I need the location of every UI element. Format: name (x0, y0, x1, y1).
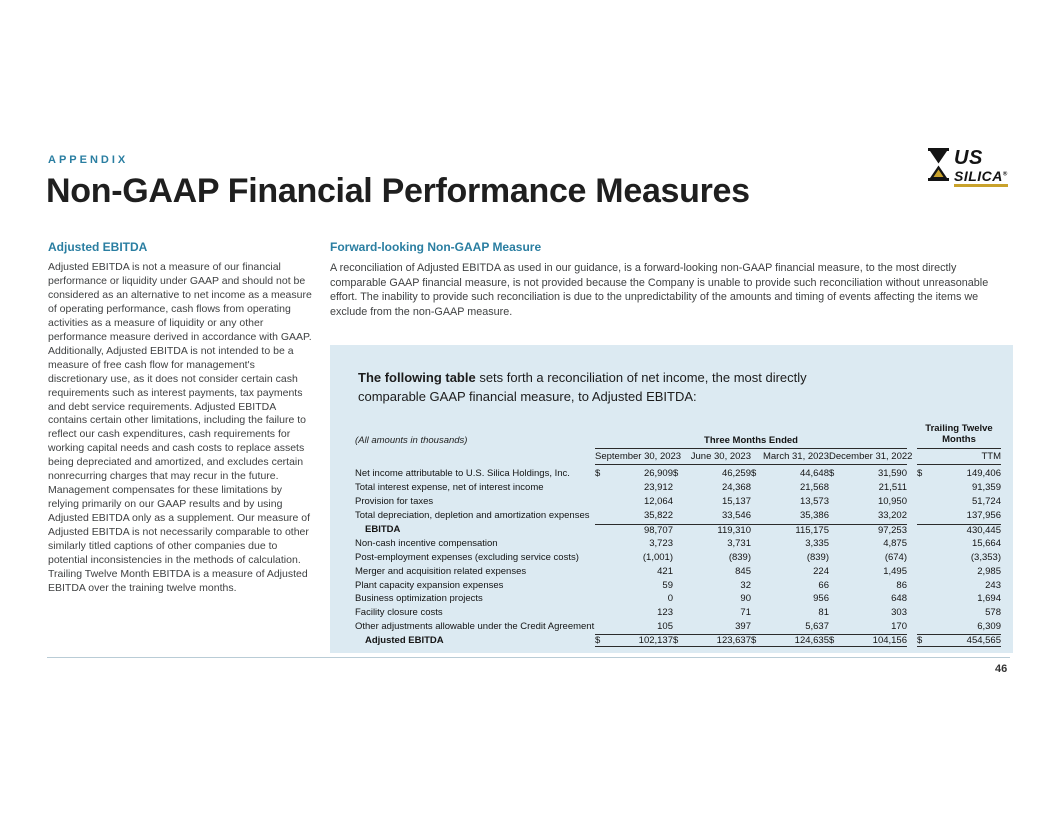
dollar-sign: $ (673, 468, 679, 480)
value-text: (3,353) (970, 551, 1001, 563)
row-value (829, 538, 907, 549)
row-value (917, 552, 1001, 563)
row-value (829, 593, 907, 604)
row-value (595, 524, 673, 536)
row-value (673, 538, 751, 549)
table-intro-rest: sets forth a reconciliation of net income, the most directly comparable GAAP financial measure, to Adjusted EBITDA: (358, 370, 807, 404)
dollar-sign: $ (917, 635, 923, 647)
row-value (595, 468, 673, 479)
page-title: Non-GAAP Financial Performance Measures (46, 172, 750, 210)
value-text: 3,723 (649, 537, 673, 549)
row-value (917, 566, 1001, 577)
row-label: Adjusted EBITDA (365, 635, 444, 647)
column-header: September 30, 2023 (595, 451, 673, 465)
value-text: 33,202 (877, 510, 907, 522)
table-row (355, 620, 1005, 634)
value-text: 105 (657, 621, 673, 633)
value-text: 71 (740, 607, 751, 619)
value-text: 91,359 (971, 482, 1001, 494)
table-row (355, 495, 1005, 509)
value-text: 421 (657, 565, 673, 577)
row-value (917, 621, 1001, 632)
row-value (673, 580, 751, 591)
value-text: 397 (735, 621, 751, 633)
row-value (595, 607, 673, 618)
table-intro (358, 369, 878, 407)
row-value (673, 510, 751, 521)
row-value (829, 580, 907, 591)
value-text: 44,648 (799, 468, 829, 480)
table-intro-bold: The following table (358, 370, 476, 385)
value-text: 12,064 (643, 496, 673, 508)
value-text: 97,253 (877, 524, 907, 536)
dollar-sign: $ (673, 635, 679, 647)
value-text: 31,590 (877, 468, 907, 480)
value-text: 6,309 (977, 621, 1001, 633)
value-text: 149,406 (966, 468, 1001, 480)
row-value (917, 634, 1001, 647)
row-value (595, 552, 673, 563)
value-text: 66 (818, 579, 829, 591)
value-text: 23,912 (643, 482, 673, 494)
table-row (355, 481, 1005, 495)
value-text: 81 (818, 607, 829, 619)
table-row (355, 536, 1005, 550)
value-text: (839) (806, 551, 829, 563)
row-value (751, 468, 829, 479)
table-row (355, 550, 1005, 564)
value-text: 1,694 (977, 593, 1001, 605)
row-value (829, 468, 907, 479)
adjusted-ebitda-heading: Adjusted EBITDA (48, 240, 148, 254)
row-value (751, 607, 829, 618)
row-value (595, 496, 673, 507)
value-text: 104,156 (872, 635, 907, 647)
registered-mark: ® (1002, 171, 1008, 178)
value-text: 3,731 (727, 537, 751, 549)
row-value (829, 566, 907, 577)
column-header: March 31, 2023 (751, 451, 829, 465)
value-text: 10,950 (877, 496, 907, 508)
row-value (829, 552, 907, 563)
logo-text (954, 148, 1008, 187)
value-text: 137,956 (966, 510, 1001, 522)
row-value (751, 510, 829, 521)
value-text: 430,445 (966, 524, 1001, 536)
value-text: (674) (884, 551, 907, 563)
row-value (751, 621, 829, 632)
row-value (829, 524, 907, 536)
value-text: 303 (891, 607, 907, 619)
row-value (595, 634, 673, 647)
forward-looking-heading: Forward-looking Non-GAAP Measure (330, 240, 542, 254)
value-text: 46,259 (721, 468, 751, 480)
row-value (751, 593, 829, 604)
row-value (917, 496, 1001, 507)
dollar-sign: $ (829, 635, 835, 647)
value-text: 13,573 (799, 496, 829, 508)
value-text: 454,565 (966, 635, 1001, 647)
dollar-sign: $ (829, 468, 835, 480)
us-silica-logo (928, 148, 1008, 187)
row-value (917, 468, 1001, 479)
value-text: 51,724 (971, 496, 1001, 508)
column-header-row (355, 449, 1005, 465)
row-label: Business optimization projects (355, 593, 483, 605)
dollar-sign: $ (595, 468, 601, 480)
table-row (355, 467, 1005, 481)
dollar-sign: $ (751, 635, 757, 647)
value-text: 35,386 (799, 510, 829, 522)
value-text: 21,511 (878, 482, 907, 494)
value-text: 124,635 (794, 635, 829, 647)
value-text: 59 (662, 579, 673, 591)
table-row (355, 564, 1005, 578)
value-text: 26,909 (643, 468, 673, 480)
appendix-label: APPENDIX (48, 154, 129, 166)
dollar-sign: $ (917, 468, 923, 480)
row-value (751, 566, 829, 577)
value-text: 33,546 (721, 510, 751, 522)
row-value (829, 496, 907, 507)
logo-us-text: US (954, 147, 983, 169)
row-label: Provision for taxes (355, 496, 434, 508)
column-header: December 31, 2022 (829, 451, 907, 465)
value-text: 115,175 (795, 524, 829, 536)
value-text: 32 (740, 579, 751, 591)
row-value (751, 524, 829, 536)
row-value (595, 566, 673, 577)
group-header-three-months: Three Months Ended (595, 435, 907, 449)
row-value (917, 593, 1001, 604)
row-value (673, 496, 751, 507)
value-text: 0 (667, 593, 673, 605)
value-text: 224 (813, 565, 829, 577)
row-value (673, 566, 751, 577)
row-label: Other adjustments allowable under the Credit Agreement (355, 621, 595, 633)
row-label: Total interest expense, net of interest income (355, 482, 544, 494)
value-text: 90 (740, 593, 751, 605)
value-text: 15,664 (971, 537, 1001, 549)
row-value (751, 580, 829, 591)
row-value (829, 607, 907, 618)
value-text: 15,137 (721, 496, 751, 508)
row-value (829, 621, 907, 632)
row-value (751, 538, 829, 549)
page-number: 46 (995, 663, 1008, 675)
table-body (355, 467, 1005, 648)
column-header: June 30, 2023 (673, 451, 751, 465)
row-value (751, 496, 829, 507)
table-row (355, 509, 1005, 523)
value-text: 170 (891, 621, 907, 633)
row-value (595, 580, 673, 591)
table-row (355, 606, 1005, 620)
row-label: Non-cash incentive compensation (355, 537, 498, 549)
value-text: (839) (728, 551, 751, 563)
row-value (917, 607, 1001, 618)
row-value (829, 510, 907, 521)
value-text: (1,001) (642, 551, 673, 563)
row-value (917, 538, 1001, 549)
row-label: Merger and acquisition related expenses (355, 565, 527, 577)
row-value (595, 482, 673, 493)
row-value (917, 524, 1001, 536)
column-header-ttm: TTM (917, 451, 1001, 465)
row-value (595, 538, 673, 549)
row-value (673, 482, 751, 493)
units-note-cell (355, 435, 595, 449)
value-text: 4,875 (883, 537, 907, 549)
dollar-sign: $ (751, 468, 757, 480)
forward-looking-section (330, 240, 1014, 320)
row-value (751, 552, 829, 563)
footer-divider (47, 657, 1010, 658)
value-text: 123 (657, 607, 673, 619)
row-label: Plant capacity expansion expenses (355, 579, 504, 591)
row-value (673, 593, 751, 604)
dollar-sign: $ (595, 635, 601, 647)
value-text: 578 (985, 607, 1001, 619)
row-value (673, 607, 751, 618)
value-text: 648 (891, 593, 907, 605)
value-text: 119,310 (717, 524, 751, 536)
row-value (673, 621, 751, 632)
row-value (829, 634, 907, 647)
row-value (917, 580, 1001, 591)
value-text: 98,707 (643, 524, 673, 536)
row-value (829, 482, 907, 493)
row-value (595, 621, 673, 632)
row-value (673, 634, 751, 647)
logo-silica-text: SILICA® (954, 169, 1008, 187)
row-value (595, 593, 673, 604)
value-text: 3,335 (805, 537, 829, 549)
hourglass-icon (928, 148, 949, 181)
table-row (355, 592, 1005, 606)
value-text: 35,822 (643, 510, 673, 522)
adjusted-ebitda-section (48, 240, 312, 596)
row-label: Post-employment expenses (excluding service costs) (355, 551, 579, 563)
row-label: Total depreciation, depletion and amortization expenses (355, 510, 590, 522)
row-value (673, 552, 751, 563)
value-text: 1,495 (883, 565, 907, 577)
units-note: (All amounts in thousands) (355, 435, 468, 446)
value-text: 956 (813, 593, 829, 605)
reconciliation-table (355, 419, 1005, 648)
row-label: Facility closure costs (355, 607, 443, 619)
table-group-header-row (355, 419, 1005, 449)
value-text: 243 (985, 579, 1001, 591)
adjusted-ebitda-body: Adjusted EBITDA is not a measure of our financial performance or liquidity under GAAP and should not be considered as an alternative to net income as a measure of operating performance, cash flows from operating activities as a measure of liquidity or any other performance measure derived in accordance with GAAP. Additionally, Adjusted EBITDA is not intended to be a measure of free cash flow for management's discretionary use, as it does not consider certain cash requirements such as interest payments, tax payments and debt service requirements. Adjusted EBITDA contains certain other limitations, including the failure to reflect our cash expenditures, cash requirements for working capital needs and cash costs to replace assets being depreciated and amortized, and excludes certain nonrecurring charges that may recur in the future. Management compensates for these limitations by relying primarily on our GAAP results and by using Adjusted EBITDA only as a supplement. Our measure of Adjusted EBITDA is not necessarily comparable to other similarly titled captions of other companies due to potential inconsistencies in the methods of calculation. Trailing Twelve Month EBITDA is a measure of Adjusted EBITDA over the training twelve months. (48, 261, 312, 594)
row-value (917, 510, 1001, 521)
row-value (917, 482, 1001, 493)
row-value (751, 634, 829, 647)
row-label: Net income attributable to U.S. Silica Holdings, Inc. (355, 468, 570, 480)
value-text: 845 (735, 565, 751, 577)
row-value (751, 482, 829, 493)
value-text: 123,637 (716, 635, 751, 647)
value-text: 24,368 (721, 482, 751, 494)
value-text: 102,137 (638, 635, 673, 647)
value-text: 86 (896, 579, 907, 591)
value-text: 21,568 (799, 482, 829, 494)
reconciliation-box (330, 345, 1013, 653)
row-value (673, 524, 751, 536)
table-row (355, 523, 1005, 537)
value-text: 2,985 (977, 565, 1001, 577)
row-value (595, 510, 673, 521)
row-label: EBITDA (365, 524, 401, 535)
forward-looking-body: A reconciliation of Adjusted EBITDA as used in our guidance, is a forward-looking non-GAAP financial measure, to the most directly comparable GAAP financial measure, is not provided because the Company is unable to provide such reconciliation without unreasonable effort. The inability to provide such reconciliation is due to the unpredictability of the amounts and timing of events affecting the items we exclude from the non-GAAP measure. (330, 262, 989, 319)
row-value (673, 468, 751, 479)
value-text: 5,637 (805, 621, 829, 633)
group-header-trailing-twelve-months: Trailing Twelve Months (917, 424, 1001, 449)
table-row (355, 634, 1005, 648)
table-row (355, 578, 1005, 592)
